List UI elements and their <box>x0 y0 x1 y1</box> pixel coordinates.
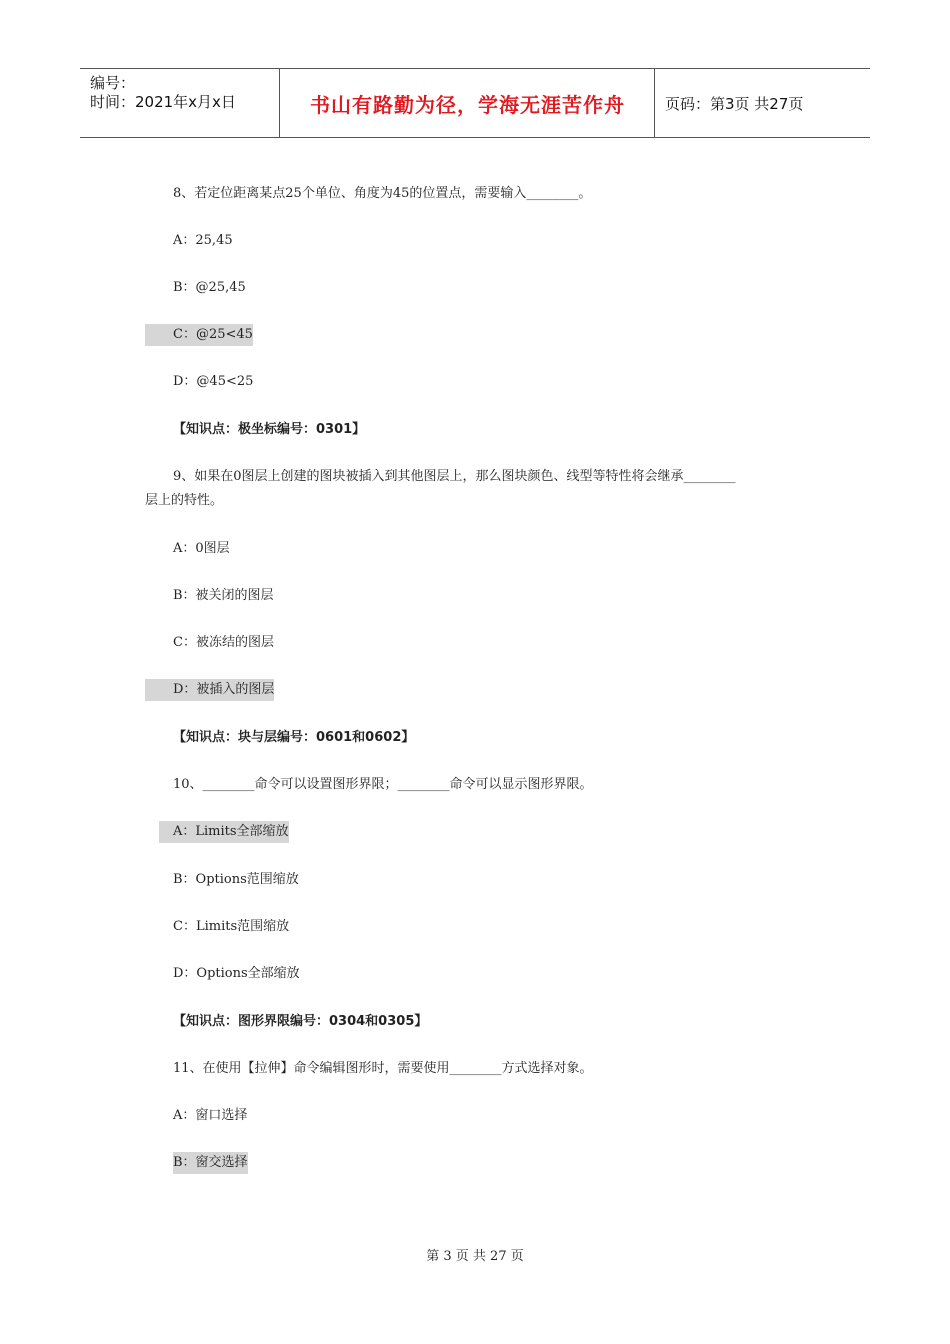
option-correct: D：被插入的图层 <box>145 679 274 701</box>
header-motto-cell <box>281 69 655 137</box>
footer-page-number: 第 3 页 共 27 页 <box>426 1249 524 1264</box>
knowledge-point: 【知识点：极坐标编号：0301】 <box>173 422 366 437</box>
time-label: 时间：2021年x月x日 <box>90 93 236 111</box>
option: C：Limits范围缩放 <box>173 919 290 934</box>
knowledge-point: 【知识点：图形界限编号：0304和0305】 <box>173 1014 428 1029</box>
motto: 书山有路勤为径，学海无涯苦作舟 <box>310 92 625 117</box>
option: C：被冻结的图层 <box>173 635 274 650</box>
option: B：@25,45 <box>173 280 246 295</box>
header-page-cell <box>655 69 870 137</box>
option: D：@45<25 <box>173 374 254 389</box>
option: A：0图层 <box>173 541 230 556</box>
question-stem: 8、若定位距离某点25个单位、角度为45的位置点，需要输入________。 <box>173 186 592 201</box>
page-footer <box>0 1245 950 1264</box>
page-header <box>80 68 870 138</box>
option-correct: C：@25<45 <box>145 324 253 346</box>
option: B：被关闭的图层 <box>173 588 274 603</box>
header-info-cell <box>80 69 280 137</box>
question-stem: 11、在使用【拉伸】命令编辑图形时，需要使用________方式选择对象。 <box>173 1061 593 1076</box>
question-stem-cont: 层上的特性。 <box>145 493 224 508</box>
option-correct: B：窗交选择 <box>173 1152 248 1174</box>
option: A：窗口选择 <box>173 1108 248 1123</box>
option-correct: A：Limits全部缩放 <box>159 821 289 843</box>
question-stem: 10、________命令可以设置图形界限；________命令可以显示图形界限。 <box>173 777 593 792</box>
code-label: 编号： <box>90 74 136 92</box>
page-label: 页码：第3页 共27页 <box>665 94 804 113</box>
option: A：25,45 <box>173 233 233 248</box>
option: B：Options范围缩放 <box>173 872 299 887</box>
knowledge-point: 【知识点：块与层编号：0601和0602】 <box>173 730 415 745</box>
question-stem: 9、如果在0图层上创建的图块被插入到其他图层上，那么图块颜色、线型等特性将会继承________ <box>173 469 736 484</box>
option: D：Options全部缩放 <box>173 966 300 981</box>
